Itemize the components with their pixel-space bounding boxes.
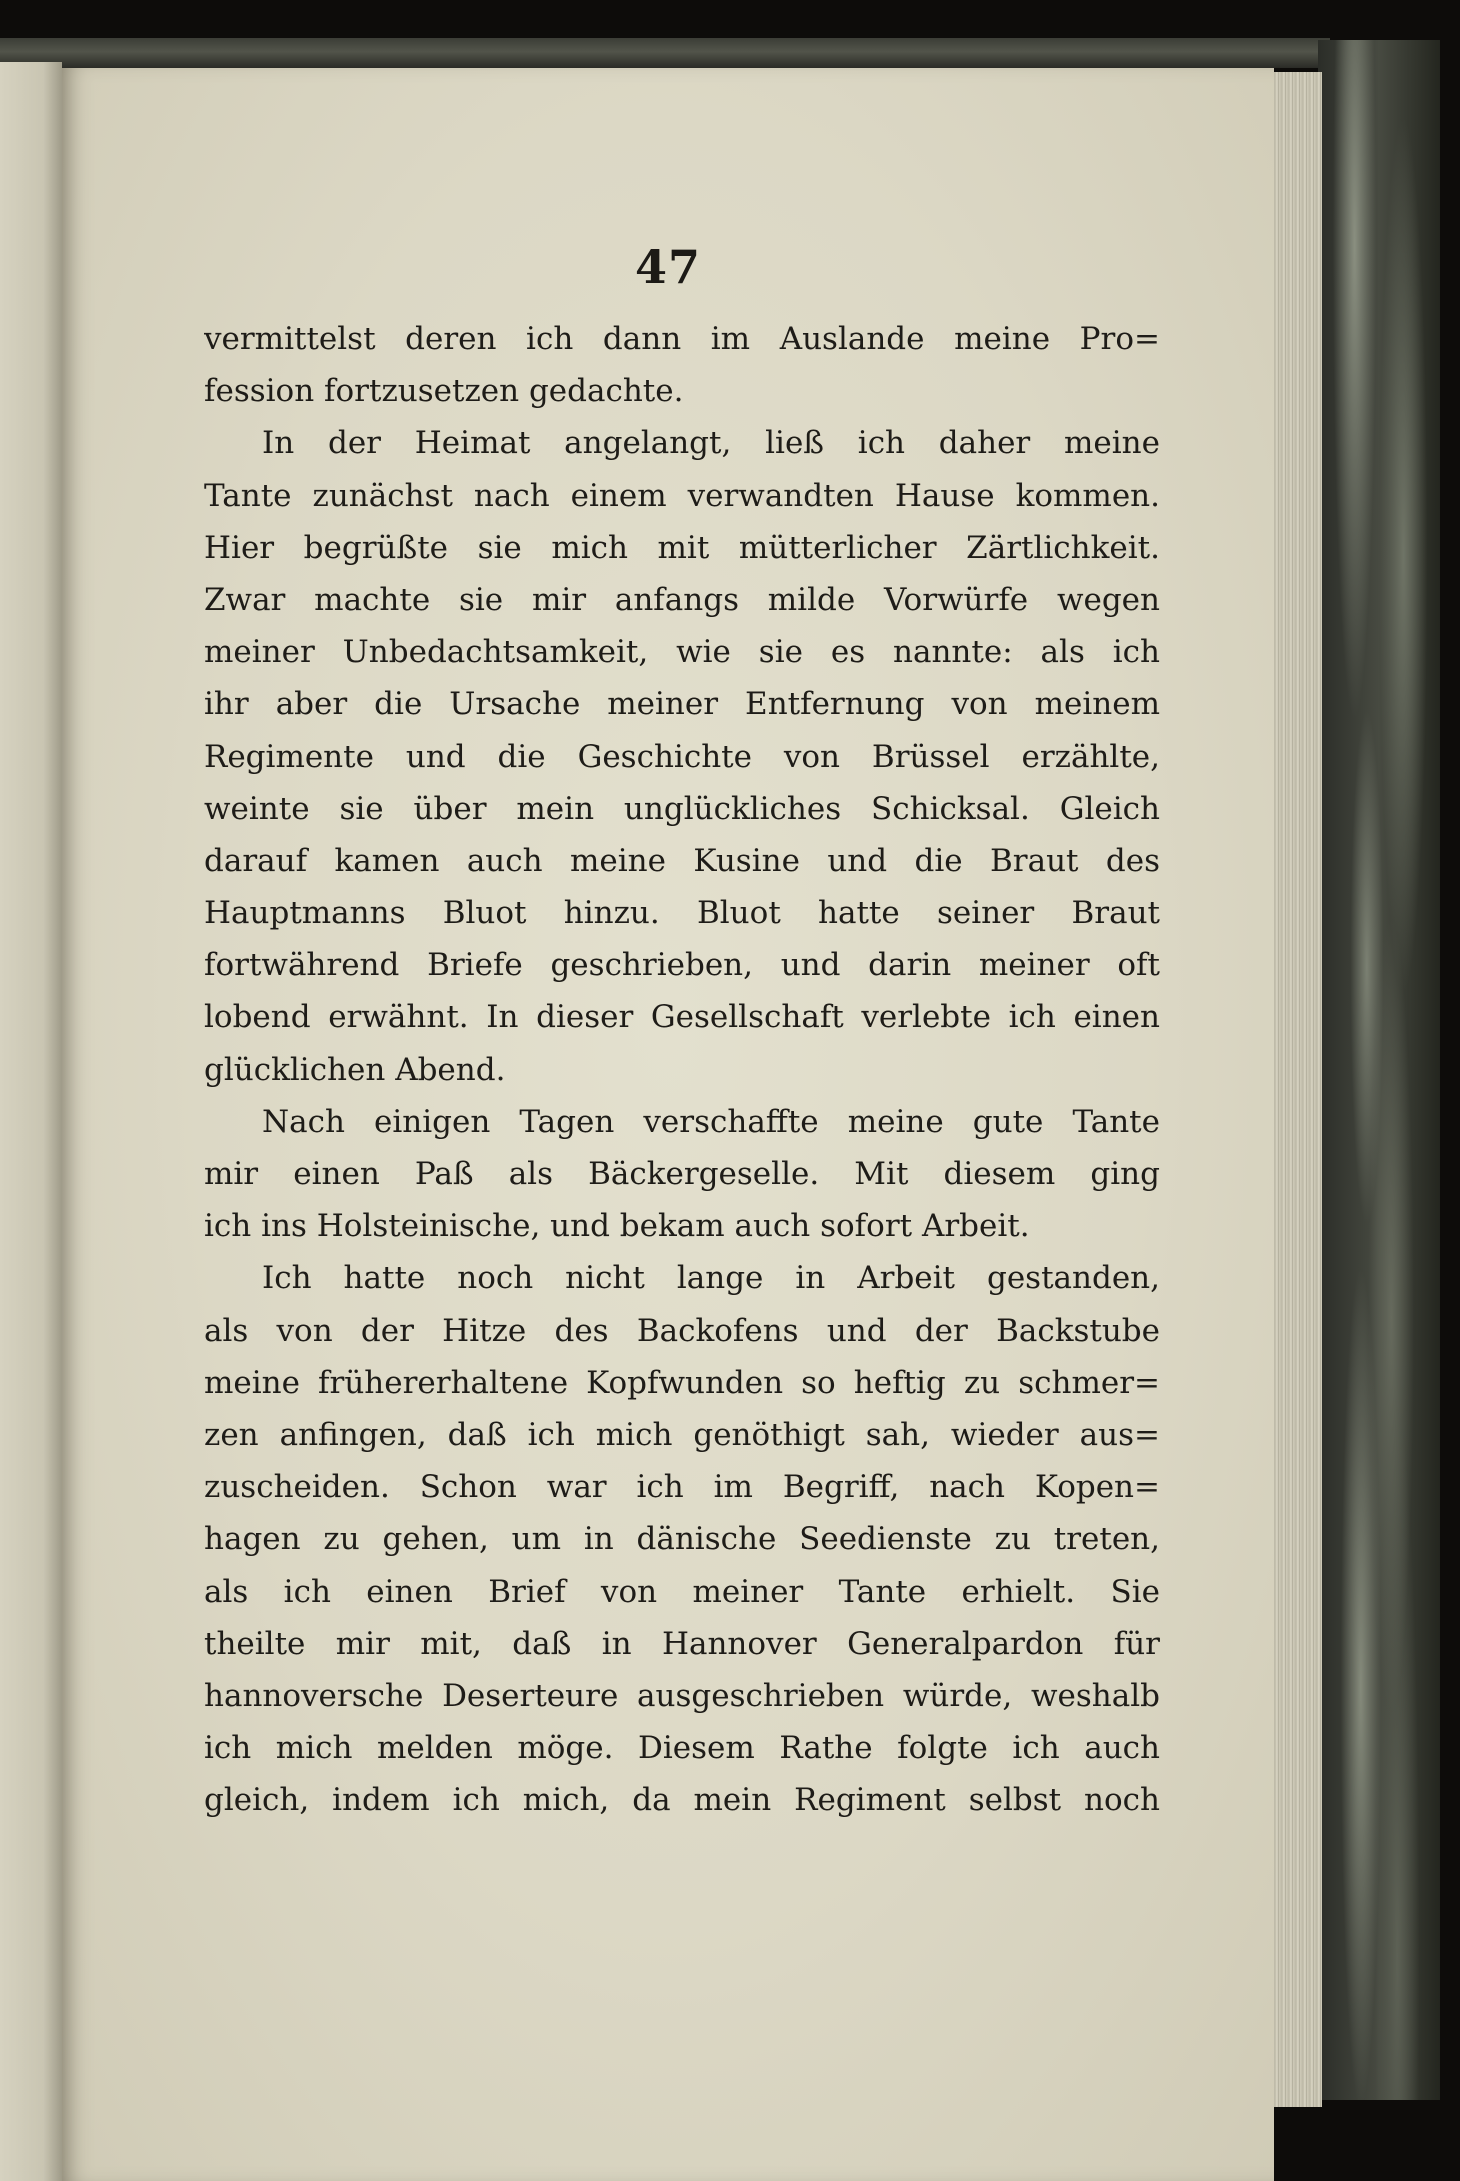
text-line: fortwährend Briefe geschrieben, und darin meiner oft xyxy=(204,947,1160,984)
text-line: Zwar machte sie mir anfangs milde Vorwürfe wegen xyxy=(204,581,1160,618)
text-line: hannoversche Deserteure ausgeschrieben würde, weshalb xyxy=(204,1677,1160,1714)
text-line: lobend erwähnt. In dieser Gesellschaft verlebte ich einen xyxy=(204,999,1160,1036)
text-line: als von der Hitze des Backofens und der Backstube xyxy=(204,1312,1160,1349)
body-text xyxy=(204,313,1160,1826)
marbled-cover xyxy=(1318,40,1440,2100)
text-line: fession fortzusetzen gedachte. xyxy=(204,373,684,410)
text-line: In der Heimat angelangt, ließ ich daher meine xyxy=(262,425,1160,462)
book-page xyxy=(62,68,1274,2181)
text-line: zuscheiden. Schon war ich im Begriff, nach Kopen= xyxy=(204,1469,1160,1506)
text-line: ihr aber die Ursache meiner Entfernung von meinem xyxy=(204,686,1160,723)
text-line: Tante zunächst nach einem verwandten Hause kommen. xyxy=(204,477,1160,514)
book-board-top-edge xyxy=(0,38,1330,68)
text-line: als ich einen Brief von meiner Tante erhielt. Sie xyxy=(204,1573,1160,1610)
text-line: meiner Unbedachtsamkeit, wie sie es nannte: als ich xyxy=(204,634,1160,671)
text-line: gleich, indem ich mich, da mein Regiment selbst noch xyxy=(204,1782,1160,1819)
text-line: ich ins Holsteinische, und bekam auch sofort Arbeit. xyxy=(204,1208,1030,1245)
text-line: vermittelst deren ich dann im Auslande meine Pro= xyxy=(204,321,1160,357)
text-line: zen anfingen, daß ich mich genöthigt sah, wieder aus= xyxy=(204,1416,1160,1453)
text-line: Hier begrüßte sie mich mit mütterlicher Zärtlichkeit. xyxy=(204,529,1160,566)
text-line: mir einen Paß als Bäckergeselle. Mit diesem ging xyxy=(204,1156,1160,1192)
facing-page-edge xyxy=(0,62,62,2181)
text-line: weinte sie über mein unglückliches Schicksal. Gleich xyxy=(204,790,1160,827)
text-line: darauf kamen auch meine Kusine und die Braut des xyxy=(204,842,1160,879)
text-line: Regimente und die Geschichte von Brüssel erzählte, xyxy=(204,738,1160,775)
text-line: Ich hatte noch nicht lange in Arbeit gestanden, xyxy=(262,1260,1160,1297)
text-line: theilte mir mit, daß in Hannover Generalpardon für xyxy=(204,1625,1160,1662)
text-line: glücklichen Abend. xyxy=(204,1051,506,1088)
page-number: 47 xyxy=(634,240,701,294)
page-edges xyxy=(1272,72,1322,2107)
text-line: Nach einigen Tagen verschaffte meine gute Tante xyxy=(262,1103,1160,1140)
text-line: meine frühererhaltene Kopfwunden so heftig zu schmer= xyxy=(204,1364,1160,1401)
text-line: hagen zu gehen, um in dänische Seedienste zu treten, xyxy=(204,1521,1160,1558)
text-line: ich mich melden möge. Diesem Rathe folgte ich auch xyxy=(204,1730,1160,1767)
text-line: Hauptmanns Bluot hinzu. Bluot hatte seiner Braut xyxy=(204,895,1160,932)
